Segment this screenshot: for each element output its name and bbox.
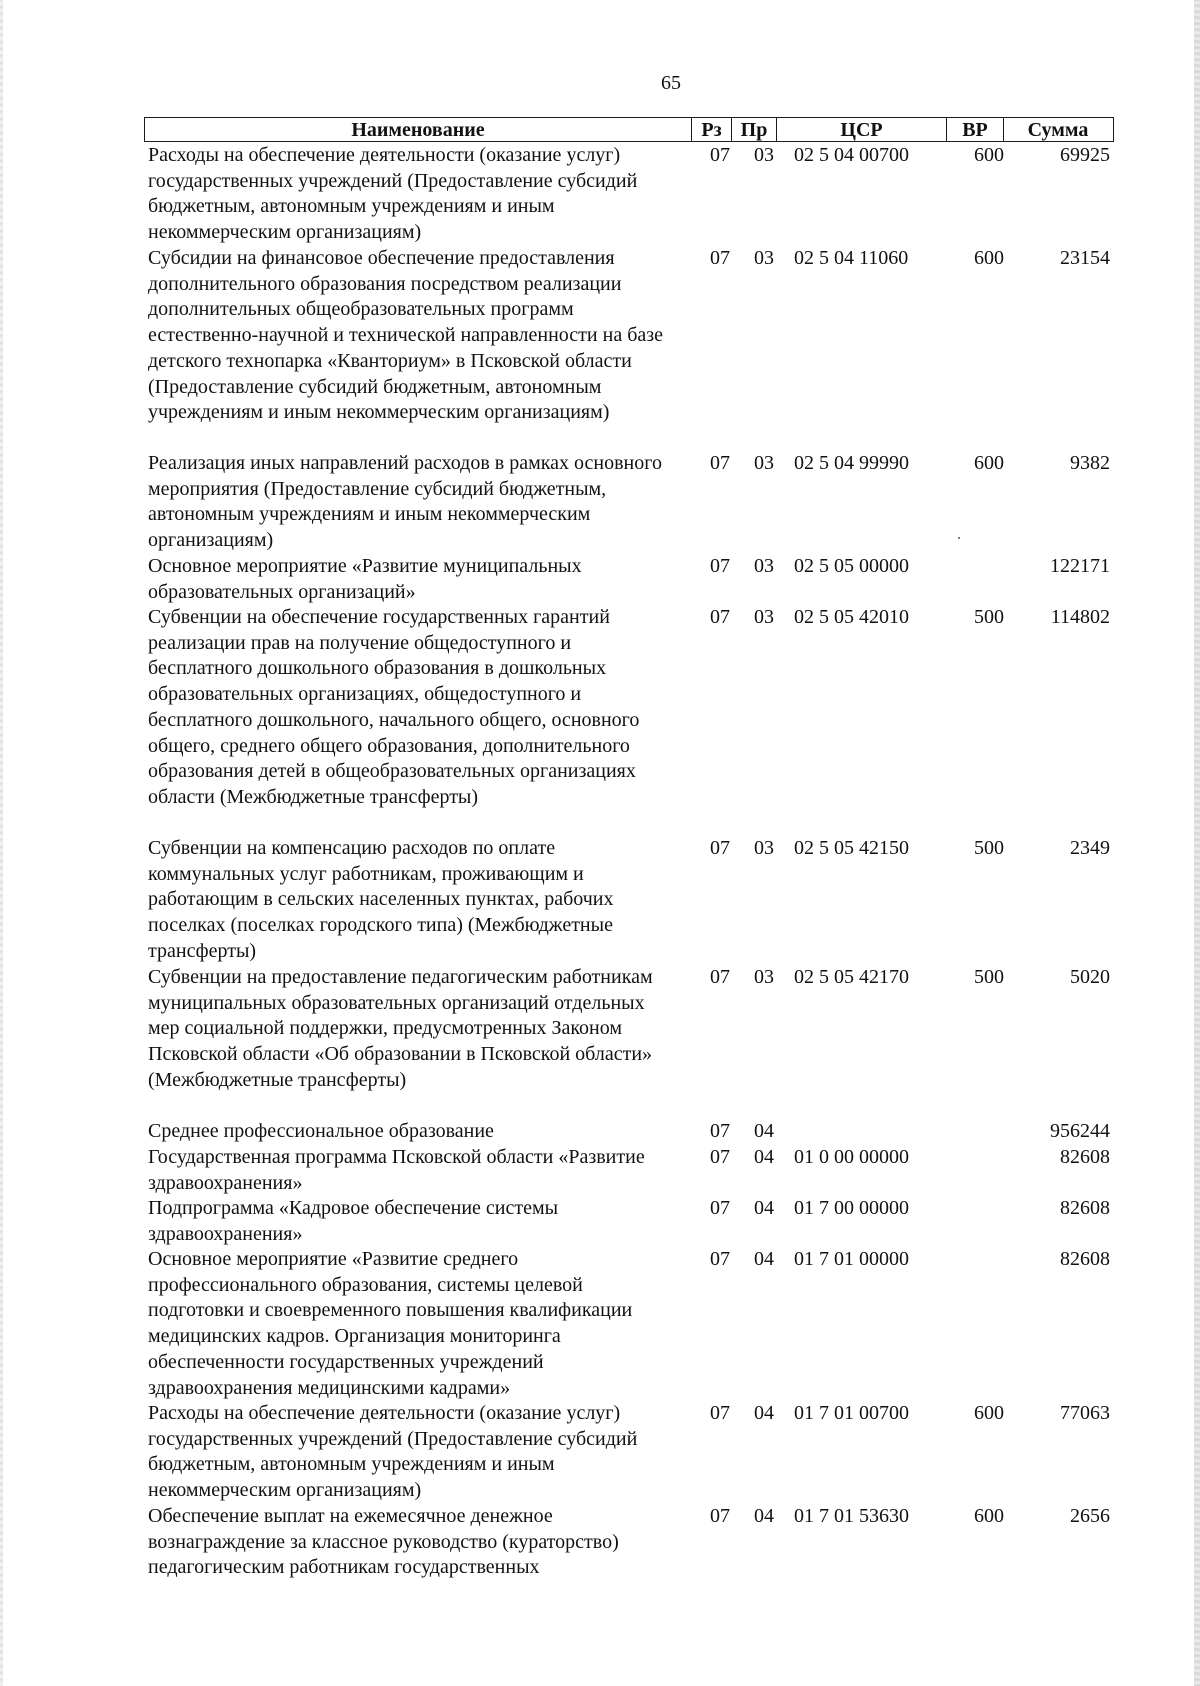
- row-sum: 2656: [1070, 1505, 1110, 1527]
- row-sum: 2349: [1070, 837, 1110, 859]
- row-name: Подпрограмма «Кадровое обеспечение системы здравоохранения»: [148, 1197, 559, 1245]
- row-rz: 07: [710, 247, 730, 269]
- header-csr: ЦСР: [776, 118, 946, 141]
- row-pr: 03: [754, 452, 774, 474]
- row-vr: 500: [974, 837, 1004, 859]
- row-csr: 01 7 00 00000: [794, 1197, 909, 1219]
- row-csr: 02 5 05 42150: [794, 837, 909, 859]
- row-pr: 04: [754, 1505, 774, 1527]
- row-csr: 02 5 05 42170: [794, 966, 909, 988]
- row-rz: 07: [710, 837, 730, 859]
- row-sum: 69925: [1060, 144, 1110, 166]
- table-header: [144, 117, 1114, 142]
- row-vr: 600: [974, 144, 1004, 166]
- table-row: [148, 836, 1114, 965]
- row-csr: 02 5 05 42010: [794, 606, 909, 628]
- row-name: Среднее профессиональное образование: [148, 1120, 494, 1142]
- row-pr: 03: [754, 555, 774, 577]
- header-pr: Пр: [731, 118, 776, 141]
- row-pr: 03: [754, 966, 774, 988]
- row-pr: 03: [754, 144, 774, 166]
- row-name: Основное мероприятие «Развитие муниципальных образовательных организаций»: [148, 555, 582, 603]
- row-vr: 600: [974, 1505, 1004, 1527]
- row-pr: 04: [754, 1402, 774, 1424]
- row-name: Государственная программа Псковской области «Развитие здравоохранения»: [148, 1146, 645, 1194]
- scan-edge-right: [1194, 0, 1200, 1686]
- table-row: [148, 965, 1114, 1119]
- row-rz: 07: [710, 144, 730, 166]
- row-csr: 02 5 04 00700: [794, 144, 909, 166]
- row-sum: 5020: [1070, 966, 1110, 988]
- row-rz: 07: [710, 1197, 730, 1219]
- table-row: [148, 605, 1114, 836]
- row-rz: 07: [710, 966, 730, 988]
- row-sum: 82608: [1060, 1248, 1110, 1270]
- row-csr: 01 7 01 53630: [794, 1505, 909, 1527]
- row-pr: 04: [754, 1248, 774, 1270]
- row-csr: 01 7 01 00700: [794, 1402, 909, 1424]
- row-csr: 01 0 00 00000: [794, 1146, 909, 1168]
- row-pr: 04: [754, 1197, 774, 1219]
- table-row: [148, 246, 1114, 451]
- table-row: [148, 1196, 1114, 1247]
- table-row: [148, 1247, 1114, 1401]
- table-row: [148, 143, 1114, 246]
- header-vr: ВР: [946, 118, 1003, 141]
- table-row: [148, 554, 1114, 605]
- row-name: Расходы на обеспечение деятельности (оказание услуг) государственных учреждений (Предоставление субсидий бюджетным, автономным учреждениям и иным некоммерческим организациям): [148, 144, 638, 244]
- row-name: Субвенции на предоставление педагогическим работникам муниципальных образовательных организаций отдельных мер социальной поддержки, предусмотренных Законом Псковской области «Об образовании в Псковской области» (Межбюджетные трансферты): [148, 966, 653, 1091]
- row-name: Субвенции на обеспечение государственных гарантий реализации прав на получение общедоступного и бесплатного дошкольного образования в дошкольных образовательных организациях, общедоступного и бесплатного дошкольного, начального общего, основного общего, среднего общего образования, дополнительного образования детей в общеобразовательных организациях области (Межбюджетные трансферты): [148, 606, 640, 808]
- row-vr: 500: [974, 606, 1004, 628]
- row-sum: 82608: [1060, 1197, 1110, 1219]
- header-name: Наименование: [351, 119, 485, 141]
- row-vr: 500: [974, 966, 1004, 988]
- table-row: [148, 1119, 1114, 1145]
- row-name: Обеспечение выплат на ежемесячное денежное вознаграждение за классное руководство (кураторство) педагогическим работникам государственных: [148, 1505, 619, 1579]
- row-csr: 02 5 04 11060: [794, 247, 909, 269]
- table-row: [148, 1401, 1114, 1504]
- header-sum: Сумма: [1003, 118, 1112, 141]
- row-pr: 04: [754, 1146, 774, 1168]
- table-row: [148, 1504, 1114, 1581]
- row-rz: 07: [710, 606, 730, 628]
- row-pr: 04: [754, 1120, 774, 1142]
- row-sum: 9382: [1070, 452, 1110, 474]
- row-vr: 600: [974, 247, 1004, 269]
- row-rz: 07: [710, 1505, 730, 1527]
- row-rz: 07: [710, 452, 730, 474]
- row-csr: 02 5 04 99990: [794, 452, 909, 474]
- row-name: Основное мероприятие «Развитие среднего профессионального образования, системы целевой подготовки и своевременного повышения квалификации медицинских кадров. Организация мониторинга обеспеченности государственных учреждений здравоохранения медицинскими кадрами»: [148, 1248, 633, 1399]
- page-number: 65: [661, 72, 681, 94]
- row-pr: 03: [754, 837, 774, 859]
- row-csr: 02 5 05 00000: [794, 555, 909, 577]
- header-rz: Рз: [691, 118, 731, 141]
- row-sum: 956244: [1050, 1120, 1110, 1142]
- row-sum: 122171: [1050, 555, 1110, 577]
- row-name: Расходы на обеспечение деятельности (оказание услуг) государственных учреждений (Предоставление субсидий бюджетным, автономным учреждениям и иным некоммерческим организациям): [148, 1402, 638, 1502]
- row-sum: 82608: [1060, 1146, 1110, 1168]
- row-vr: 600: [974, 452, 1004, 474]
- row-name: Субсидии на финансовое обеспечение предоставления дополнительного образования посредством реализации дополнительных общеобразовательных программ естественно-научной и технической направленности на базе детского технопарка «Кванториум» в Псковской области (Предоставление субсидий бюджетным, автономным учреждениям и иным некоммерческим организациям): [148, 247, 664, 424]
- row-pr: 03: [754, 247, 774, 269]
- row-pr: 03: [754, 606, 774, 628]
- row-sum: 23154: [1060, 247, 1110, 269]
- row-csr: 01 7 01 00000: [794, 1248, 909, 1270]
- row-rz: 07: [710, 1120, 730, 1142]
- row-sum: 114802: [1050, 606, 1110, 628]
- row-rz: 07: [710, 1402, 730, 1424]
- row-rz: 07: [710, 555, 730, 577]
- table-body: [148, 143, 1114, 1581]
- row-rz: 07: [710, 1146, 730, 1168]
- row-rz: 07: [710, 1248, 730, 1270]
- scan-edge-left: [0, 0, 3, 1686]
- row-sum: 77063: [1060, 1402, 1110, 1424]
- row-vr: 600: [974, 1402, 1004, 1424]
- table-row: [148, 451, 1114, 554]
- row-name: Реализация иных направлений расходов в рамках основного мероприятия (Предоставление субсидий бюджетным, автономным учреждениям и иным некоммерческим организациям): [148, 452, 662, 552]
- row-name: Субвенции на компенсацию расходов по оплате коммунальных услуг работникам, проживающим и работающим в сельских населенных пунктах, рабочих поселках (поселках городского типа) (Межбюджетные трансферты): [148, 837, 614, 962]
- table-row: [148, 1145, 1114, 1196]
